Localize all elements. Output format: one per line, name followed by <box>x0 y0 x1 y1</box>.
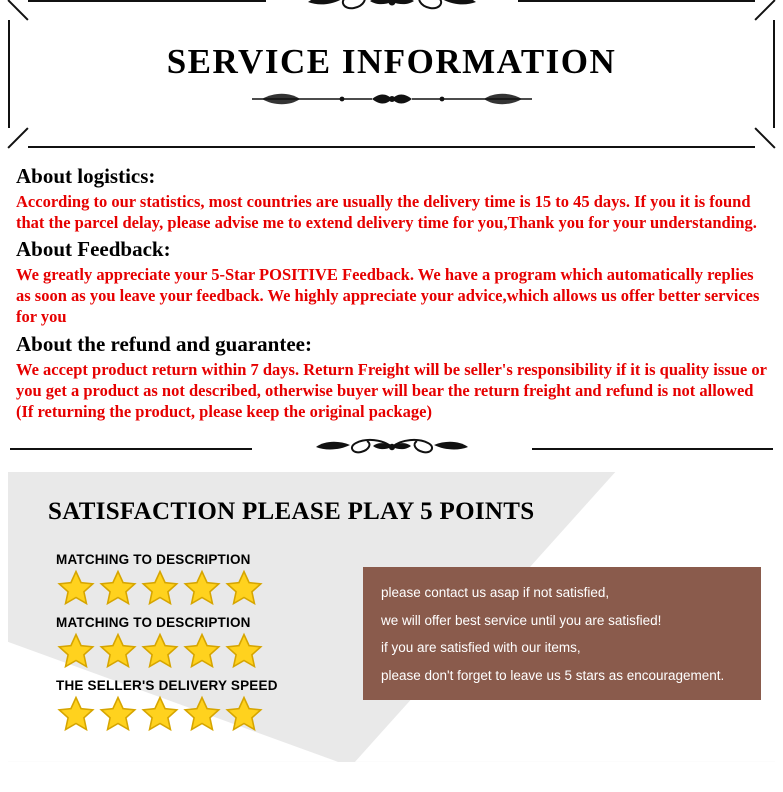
rating-label: MATCHING TO DESCRIPTION <box>56 614 251 630</box>
star-icon[interactable] <box>56 569 96 607</box>
star-icon[interactable] <box>56 695 96 733</box>
rating-group-matching-description-1 <box>56 552 264 607</box>
page-title: SERVICE INFORMATION <box>166 42 617 81</box>
rating-label: THE SELLER'S DELIVERY SPEED <box>56 677 278 693</box>
satisfaction-panel <box>8 472 775 762</box>
star-icon[interactable] <box>56 632 96 670</box>
star-icon[interactable] <box>98 695 138 733</box>
star-icon[interactable] <box>140 632 180 670</box>
banner-corner-bottom-left <box>8 128 28 148</box>
star-rating[interactable] <box>56 632 264 670</box>
flourish-top-svg <box>272 0 512 16</box>
section-heading-feedback: About Feedback: <box>16 237 171 262</box>
flourish-divider-icon <box>10 90 773 112</box>
rating-label: MATCHING TO DESCRIPTION <box>56 551 251 567</box>
divider-ornament-svg <box>262 434 522 460</box>
flourish-ornament-icon <box>266 0 518 20</box>
star-rating[interactable] <box>56 569 264 607</box>
section-body-refund: We accept product return within 7 days. Return Freight will be seller's responsibility if it is quality issue or you get a product as not described, otherwise buyer will bear the return freight and refund is not allowed (If returning the product, please keep the original package) <box>16 359 767 421</box>
banner-corner-top-left <box>8 0 28 20</box>
notice-line: if you are satisfied with our items, <box>381 640 581 656</box>
star-icon[interactable] <box>98 632 138 670</box>
star-icon[interactable] <box>224 569 264 607</box>
service-information-text <box>0 148 783 422</box>
notice-line: please don't forget to leave us 5 stars as encouragement. <box>381 667 725 683</box>
star-icon[interactable] <box>224 695 264 733</box>
section-body-feedback: We greatly appreciate your 5-Star POSITIVE Feedback. We have a program which automatically replies as soon as you leave your feedback. We highly appreciate your advice,which allows us offer better services for you <box>16 265 760 327</box>
notice-line: please contact us asap if not satisfied, <box>381 584 610 600</box>
notice-line: we will offer best service until you are satisfied! <box>381 612 662 628</box>
star-icon[interactable] <box>224 632 264 670</box>
star-icon[interactable] <box>98 569 138 607</box>
rating-group-delivery-speed <box>56 678 278 733</box>
star-icon[interactable] <box>182 632 222 670</box>
divider-ornament-icon <box>252 434 532 464</box>
service-information-banner <box>8 0 775 148</box>
satisfaction-heading: SATISFACTION PLEASE PLAY 5 POINTS <box>48 497 535 525</box>
star-rating[interactable] <box>56 695 278 733</box>
star-icon[interactable] <box>182 569 222 607</box>
flourish-divider-svg <box>222 90 562 108</box>
section-body-logistics: According to our statistics, most countries are usually the delivery time is 15 to 45 days. If you it is found that the parcel delay, please advise me to extend delivery time for you,Thank you for your understanding. <box>16 192 757 233</box>
section-heading-logistics: About logistics: <box>16 164 156 188</box>
banner-corner-top-right <box>755 0 775 20</box>
rating-group-matching-description-2 <box>56 615 264 670</box>
star-icon[interactable] <box>140 569 180 607</box>
mid-divider <box>10 436 773 462</box>
satisfaction-notice-box <box>363 567 761 700</box>
banner-corner-bottom-right <box>755 128 775 148</box>
star-icon[interactable] <box>182 695 222 733</box>
section-heading-refund: About the refund and guarantee: <box>16 331 312 356</box>
star-icon[interactable] <box>140 695 180 733</box>
